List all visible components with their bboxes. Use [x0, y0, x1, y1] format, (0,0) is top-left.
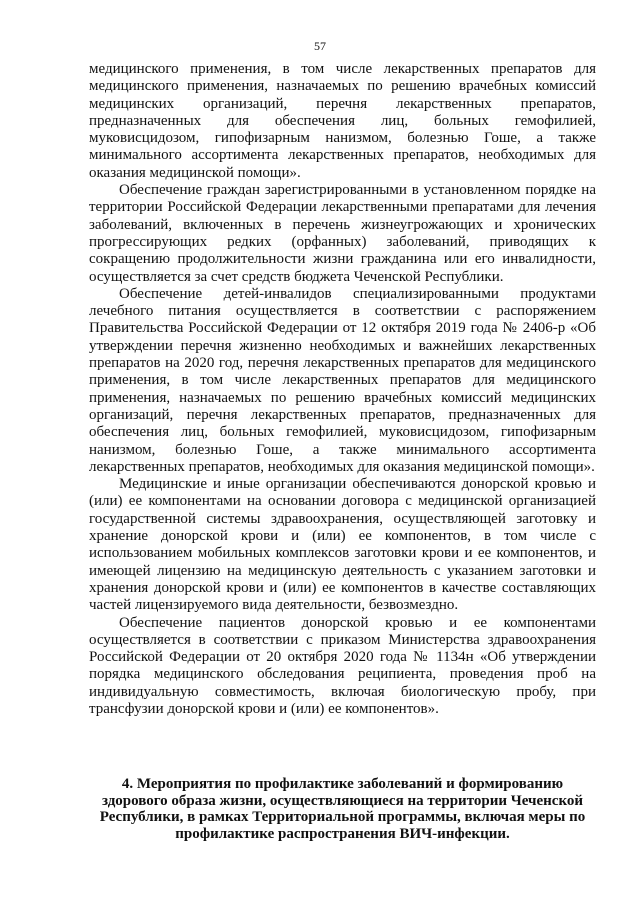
paragraph-donor-blood-organizations: Медицинские и иные организации обеспечиваются донорской кровью и (или) ее компонентами на основании договора с медицинской организацией государственной системы здравоохранения, осуществляющей заготовку и хранение донорской крови и (или) ее компонентов, в том числе с использованием мобильных комплексов заготовки крови и ее компонентов, и имеющей лицензию на медицинскую деятельность с указанием заготовки и хранения донорской крови и (или) ее компонентов в качестве составляющих частей лицензируемого вида деятельности, безвозмездно.	[89, 476, 596, 614]
paragraph-continuation: медицинского применения, в том числе лекарственных препаратов для медицинского применения, назначаемых по решению врачебных комиссий медицинских организаций, перечня лекарственных препаратов, предназначенных для обеспечения лиц, больных гемофилией, муковисцидозом, гипофизарным нанизмом, болезнью Гоше, а также минимального ассортимента лекарственных препаратов, необходимых для оказания медицинской помощи».	[89, 61, 596, 181]
section-heading: 4. Мероприятия по профилактике заболеваний и формированию здорового образа жизни, осуществляющиеся на территории Чеченской Республики, в рамках Территориальной программы, включая меры по профилактике распространения ВИЧ-инфекции.	[99, 776, 586, 842]
paragraph-disabled-children-nutrition: Обеспечение детей-инвалидов специализированными продуктами лечебного питания осуществляется в соответствии с распоряжением Правительства Российской Федерации от 12 октября 2019 года № 2406-р «Об утверждении перечня жизненно необходимых и важнейших лекарственных препаратов на 2020 год, перечня лекарственных препаратов для медицинского применения, в том числе лекарственных препаратов для медицинского применения, назначаемых по решению врачебных комиссий медицинских организаций, перечня лекарственных препаратов, предназначенных для обеспечения лиц, больных гемофилией, муковисцидозом, гипофизарным нанизмом, болезнью Гоше, а также минимального ассортимента лекарственных препаратов, необходимых для оказания медицинской помощи».	[89, 285, 596, 475]
paragraph-orphan-diseases: Обеспечение граждан зарегистрированными в установленном порядке на территории Российской Федерации лекарственными препаратами для лечения заболеваний, включенных в перечень жизнеугрожающих и хронических прогрессирующих редких (орфанных) заболеваний, приводящих к сокращению продолжительности жизни гражданина или его инвалидности, осуществляется за счет средств бюджета Чеченской Республики.	[89, 182, 596, 285]
page-number: 57	[314, 39, 326, 53]
body-text	[89, 61, 596, 718]
paragraph-donor-blood-patients: Обеспечение пациентов донорской кровью и ее компонентами осуществляется в соответствии с приказом Министерства здравоохранения Российской Федерации от 20 октября 2020 года № 1134н «Об утверждении порядка медицинского обследования реципиента, проведения проб на индивидуальную совместимость, включая биологическую пробу, при трансфузии донорской крови и (или) ее компонентов».	[89, 614, 596, 717]
